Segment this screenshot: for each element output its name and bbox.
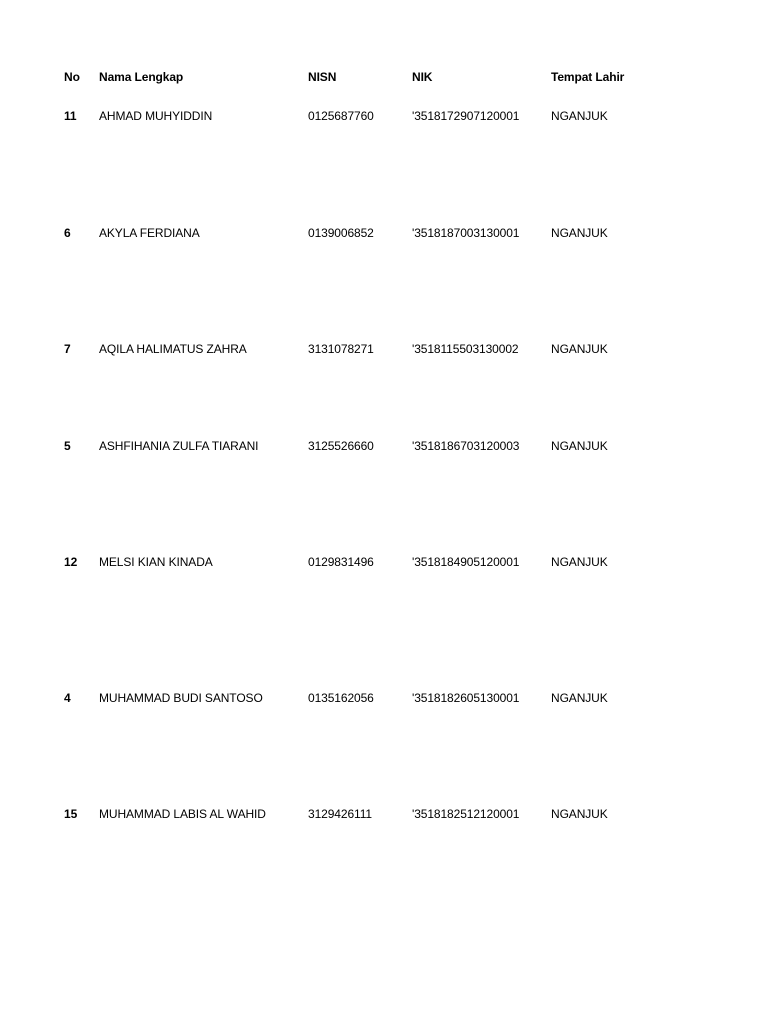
row-tempat-lahir: NGANJUK: [551, 807, 608, 821]
row-nama: MUHAMMAD BUDI SANTOSO: [99, 691, 263, 705]
row-no: 12: [64, 555, 78, 569]
row-nama: AKYLA FERDIANA: [99, 226, 200, 240]
row-nik: '3518182605130001: [412, 691, 520, 705]
row-nama: MUHAMMAD LABIS AL WAHID: [99, 807, 266, 821]
header-no: No: [64, 70, 80, 84]
row-no: 6: [64, 226, 71, 240]
row-no: 5: [64, 439, 71, 453]
row-no: 7: [64, 342, 71, 356]
row-nik: '3518184905120001: [412, 555, 520, 569]
row-nik: '3518187003130001: [412, 226, 520, 240]
row-tempat-lahir: NGANJUK: [551, 226, 608, 240]
row-nama: MELSI KIAN KINADA: [99, 555, 213, 569]
row-tempat-lahir: NGANJUK: [551, 342, 608, 356]
row-nisn: 0135162056: [308, 691, 374, 705]
row-tempat-lahir: NGANJUK: [551, 439, 608, 453]
header-nik: NIK: [412, 70, 433, 84]
row-nik: '3518186703120003: [412, 439, 520, 453]
row-nik: '3518182512120001: [412, 807, 520, 821]
row-tempat-lahir: NGANJUK: [551, 109, 608, 123]
row-nisn: 3129426111: [308, 807, 372, 821]
row-nisn: 0139006852: [308, 226, 374, 240]
header-nama-lengkap: Nama Lengkap: [99, 70, 184, 84]
row-nik: '3518115503130002: [412, 342, 519, 356]
row-nisn: 0129831496: [308, 555, 374, 569]
row-tempat-lahir: NGANJUK: [551, 555, 608, 569]
header-nisn: NISN: [308, 70, 337, 84]
row-nama: ASHFIHANIA ZULFA TIARANI: [99, 439, 259, 453]
row-tempat-lahir: NGANJUK: [551, 691, 608, 705]
row-nisn: 3131078271: [308, 342, 374, 356]
row-nama: AQILA HALIMATUS ZAHRA: [99, 342, 247, 356]
row-nama: AHMAD MUHYIDDIN: [99, 109, 213, 123]
row-no: 11: [64, 109, 77, 123]
header-tempat-lahir: Tempat Lahir: [551, 70, 625, 84]
row-no: 15: [64, 807, 78, 821]
row-nik: '3518172907120001: [412, 109, 520, 123]
row-nisn: 3125526660: [308, 439, 374, 453]
row-no: 4: [64, 691, 71, 705]
row-nisn: 0125687760: [308, 109, 374, 123]
